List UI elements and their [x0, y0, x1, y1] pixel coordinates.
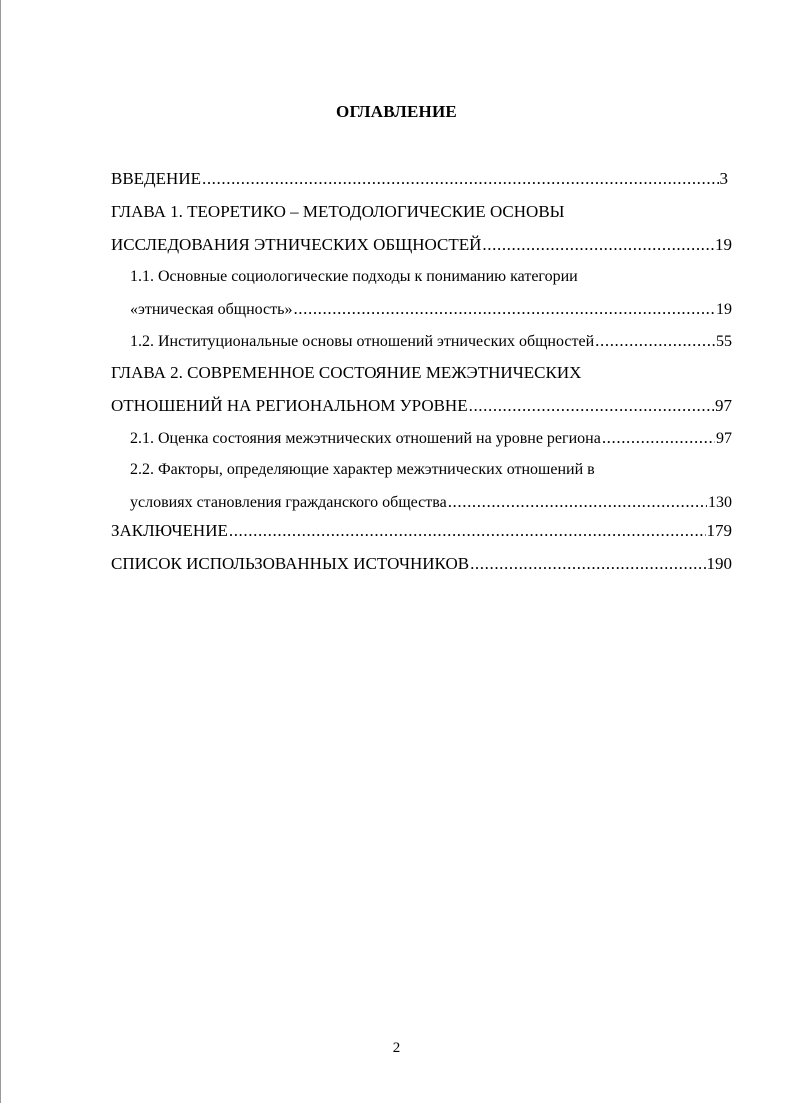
toc-entry-section-2-2-line1[interactable]: 2.2. Факторы, определяющие характер межэтнических отношений в	[130, 461, 595, 478]
dot-leader	[595, 330, 715, 352]
dot-leader	[482, 234, 714, 256]
toc-entry-text: ОТНОШЕНИЙ НА РЕГИОНАЛЬНОМ УРОВНЕ	[111, 396, 468, 415]
dot-leader	[469, 395, 714, 417]
toc-page-number: 55	[716, 333, 732, 350]
toc-entry-sources[interactable]	[111, 553, 732, 575]
toc-entry-chapter2-line1[interactable]: ГЛАВА 2. СОВРЕМЕННОЕ СОСТОЯНИЕ МЕЖЭТНИЧЕСКИХ	[111, 363, 582, 382]
dot-leader	[602, 427, 715, 449]
dot-leader	[229, 520, 706, 542]
toc-entry-text: СПИСОК ИСПОЛЬЗОВАННЫХ ИСТОЧНИКОВ	[111, 554, 470, 573]
toc-page-number: 19	[716, 301, 732, 318]
toc-entry-intro[interactable]	[111, 168, 728, 190]
toc-entry-section-1-2[interactable]	[130, 330, 732, 353]
toc-title: ОГЛАВЛЕНИЕ	[336, 102, 457, 121]
toc-page-number: 19	[715, 235, 732, 254]
toc-entry-text: ИССЛЕДОВАНИЯ ЭТНИЧЕСКИХ ОБЩНОСТЕЙ	[111, 235, 482, 254]
toc-entry-text: «этническая общность»	[130, 301, 293, 318]
toc-entry-conclusion[interactable]	[111, 520, 732, 542]
toc-page-number: 97	[716, 430, 732, 447]
toc-entry-section-2-1[interactable]	[130, 427, 732, 450]
dot-leader	[202, 168, 719, 190]
dot-leader	[470, 553, 705, 575]
toc-entry-section-1-1-line1[interactable]: 1.1. Основные социологические подходы к пониманию категории	[130, 268, 578, 285]
toc-page-number: 190	[706, 554, 732, 573]
toc-entry-chapter1[interactable]	[111, 234, 732, 256]
toc-entry-section-1-1[interactable]	[130, 298, 732, 321]
toc-entry-text: 1.2. Институциональные основы отношений этнических общностей	[130, 333, 595, 350]
toc-entry-text: 2.1. Оценка состояния межэтнических отношений на уровне региона	[130, 430, 601, 447]
toc-entry-text: ЗАКЛЮЧЕНИЕ	[111, 521, 228, 540]
toc-page-number: 3	[719, 169, 728, 188]
dot-leader	[448, 491, 707, 513]
toc-page-number: 97	[715, 396, 732, 415]
toc-page-number: 130	[708, 494, 732, 511]
toc-entry-text: ВВЕДЕНИЕ	[111, 169, 201, 188]
toc-entry-text: условиях становления гражданского общества	[130, 494, 447, 511]
toc-entry-chapter2[interactable]	[111, 395, 732, 417]
dot-leader	[293, 298, 715, 320]
toc-page-number: 179	[706, 521, 732, 540]
toc-entry-chapter1-line1[interactable]: ГЛАВА 1. ТЕОРЕТИКО – МЕТОДОЛОГИЧЕСКИЕ ОСНОВЫ	[111, 202, 565, 221]
page-number: 2	[392, 1040, 401, 1056]
toc-entry-section-2-2[interactable]	[130, 491, 732, 514]
